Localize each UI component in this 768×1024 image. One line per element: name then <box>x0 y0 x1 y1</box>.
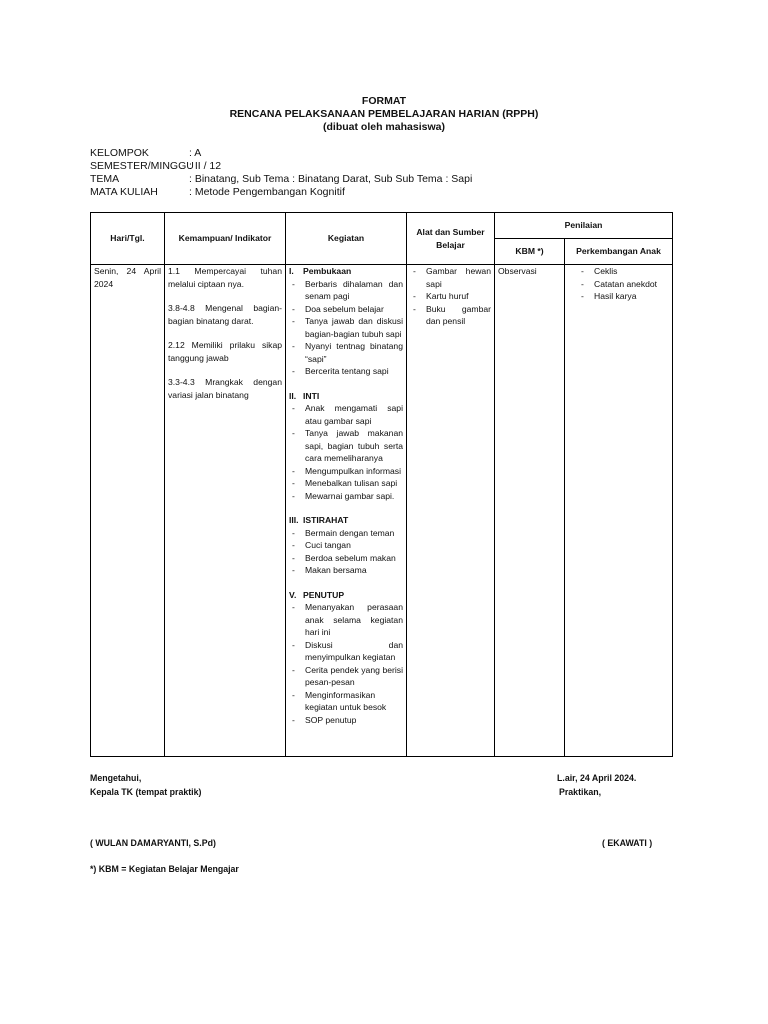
praktikan-label: Praktikan, <box>559 787 602 797</box>
list-item: - Bermain dengan teman <box>305 527 403 540</box>
cell-hari: Senin, 24 April 2024 <box>91 265 165 757</box>
meta-key: TEMA <box>90 173 120 185</box>
list-item: - Ceklis <box>594 265 669 278</box>
list-item: - Bercerita tentang sapi <box>305 365 403 378</box>
list-item: - Berbaris dihalaman dan senam pagi <box>305 278 403 303</box>
header-kemampuan: Kemampuan/ Indikator <box>165 213 286 265</box>
footnote: *) KBM = Kegiatan Belajar Mengajar <box>90 864 239 874</box>
list-item: - Menginformasikan kegiatan untuk besok <box>305 689 403 714</box>
list-item: - Doa sebelum belajar <box>305 303 403 316</box>
meta-value: : Binatang, Sub Tema : Binatang Darat, Sub Sub Tema : Sapi <box>189 173 473 185</box>
cell-kbm: Observasi <box>495 265 565 757</box>
kegiatan-list <box>289 402 403 502</box>
meta-key: SEMESTER/MINGGU <box>90 160 194 172</box>
list-item: - Cuci tangan <box>305 539 403 552</box>
header-perkembangan: Perkembangan Anak <box>565 239 673 265</box>
kegiatan-list <box>289 278 403 378</box>
indikator-item: 2.12 Memiliki prilaku sikap tanggung jawab <box>168 340 282 363</box>
indikator-item: 3.8-4.8 Mengenal bagian-bagian binatang darat. <box>168 303 282 326</box>
meta-value: : Metode Pengembangan Kognitif <box>189 186 345 198</box>
list-item: - Berdoa sebelum makan <box>305 552 403 565</box>
meta-key: KELOMPOK <box>90 147 149 159</box>
place-date: L.air, 24 April 2024. <box>557 773 637 783</box>
list-item: - Anak mengamati sapi atau gambar sapi <box>305 402 403 427</box>
list-item: - Kartu huruf <box>426 290 491 303</box>
header-alat: Alat dan Sumber Belajar <box>407 213 495 265</box>
kegiatan-list <box>289 601 403 726</box>
mengetahui-label: Mengetahui, <box>90 773 142 783</box>
doc-format-label: FORMAT <box>361 95 407 107</box>
list-item: - Gambar hewan sapi <box>426 265 491 290</box>
header-kbm: KBM *) <box>495 239 565 265</box>
indikator-item: 3.3-4.3 Mrangkak dengan variasi jalan binatang <box>168 377 282 400</box>
indikator-item: 1.1 Mempercayai tuhan melalui ciptaan nya. <box>168 266 282 289</box>
meta-block <box>90 147 472 199</box>
list-item: - Buku gambar dan pensil <box>426 303 491 328</box>
list-item: - Mewarnai gambar sapi. <box>305 490 403 503</box>
cell-perkembangan <box>565 265 673 757</box>
list-item: - Menebalkan tulisan sapi <box>305 477 403 490</box>
meta-row-mata-kuliah <box>90 186 472 199</box>
meta-row-tema <box>90 173 472 186</box>
list-item: - Mengumpulkan informasi <box>305 465 403 478</box>
signature-left: ( WULAN DAMARYANTI, S.Pd) <box>90 838 216 848</box>
alat-list <box>410 265 491 328</box>
kegiatan-section-title: I. Pembukaan <box>289 266 352 276</box>
header-kegiatan: Kegiatan <box>286 213 407 265</box>
meta-value: : II / 12 <box>189 160 222 172</box>
meta-value: : A <box>189 147 202 159</box>
list-item: - Catatan anekdot <box>594 278 669 291</box>
meta-key: MATA KULIAH <box>90 186 158 198</box>
kegiatan-section-title: II. INTI <box>289 390 320 401</box>
header-penilaian: Penilaian <box>495 213 673 239</box>
kepala-label: Kepala TK (tempat praktik) <box>90 787 202 797</box>
perkembangan-list <box>568 265 669 303</box>
kegiatan-section-title: V. PENUTUP <box>289 589 345 600</box>
meta-row-kelompok <box>90 147 472 160</box>
list-item: - Makan bersama <box>305 564 403 577</box>
list-item: - Menanyakan perasaan anak selama kegiatan hari ini <box>305 601 403 639</box>
meta-row-semester <box>90 160 472 173</box>
cell-kegiatan <box>286 265 407 757</box>
signature-right: ( EKAWATI ) <box>602 838 653 848</box>
rpph-table <box>90 212 673 757</box>
header-hari: Hari/Tgl. <box>91 213 165 265</box>
cell-alat <box>407 265 495 757</box>
list-item: - Cerita pendek yang berisi pesan-pesan <box>305 664 403 689</box>
doc-subtitle: (dibuat oleh mahasiswa) <box>323 121 445 133</box>
kegiatan-list <box>289 527 403 577</box>
list-item: - Hasil karya <box>594 290 669 303</box>
cell-kemampuan <box>165 265 286 757</box>
list-item: - SOP penutup <box>305 714 403 727</box>
kegiatan-section-title: III. ISTIRAHAT <box>289 515 349 525</box>
list-item: - Tanya jawab dan diskusi bagian-bagian tubuh sapi <box>305 315 403 340</box>
list-item: - Nyanyi tentnag binatang “sapi” <box>305 340 403 365</box>
list-item: - Diskusi dan menyimpulkan kegiatan <box>305 639 403 664</box>
list-item: - Tanya jawab makanan sapi, bagian tubuh serta cara memeliharanya <box>305 427 403 465</box>
doc-title: RENCANA PELAKSANAAN PEMBELAJARAN HARIAN (RPPH) <box>229 108 539 120</box>
